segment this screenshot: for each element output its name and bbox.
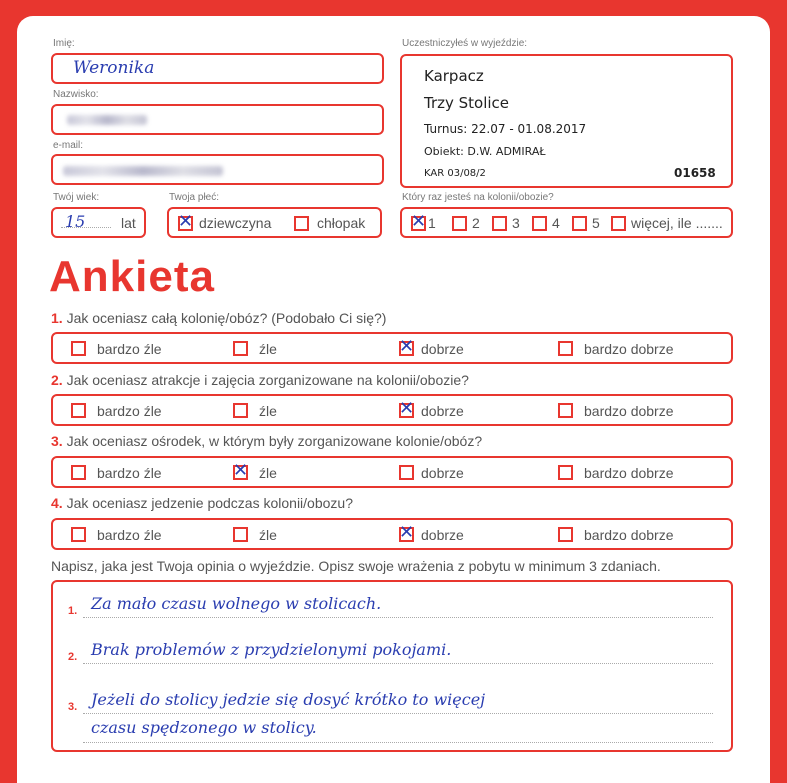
question-4: 4. Jak oceniasz jedzenie podczas kolonii/obozu? xyxy=(51,495,353,511)
trip-code: KAR 03/08/2 xyxy=(424,168,486,179)
opinion-line-number-2: 2. xyxy=(68,651,78,663)
q4-checkbox-bardzo-dobrze[interactable] xyxy=(558,527,573,542)
gender-checkbox-female[interactable] xyxy=(178,211,194,232)
email-field[interactable] xyxy=(51,154,384,185)
surname-field[interactable] xyxy=(51,104,384,135)
answer-row-2 xyxy=(51,394,733,426)
age-unit: lat xyxy=(121,215,136,231)
gender-option-male: chłopak xyxy=(317,215,366,231)
gender-checkbox-male[interactable] xyxy=(294,216,309,231)
q2-option-bardzo-dobrze: bardzo dobrze xyxy=(584,403,674,419)
q3-option-zle: źle xyxy=(259,465,277,481)
q1-option-bardzo-zle: bardzo źle xyxy=(97,341,162,357)
check-mark-icon: ✕ xyxy=(233,460,249,481)
answer-row-3 xyxy=(51,456,733,488)
q4-checkbox-dobrze[interactable] xyxy=(399,522,415,543)
age-value: 15 xyxy=(65,212,86,231)
q4-checkbox-zle[interactable] xyxy=(233,527,248,542)
page-title: Ankieta xyxy=(49,252,215,301)
opinion-line-1: Za mało czasu wolnego w stolicach. xyxy=(91,594,382,613)
trip-turn: Turnus: 22.07 - 01.08.2017 xyxy=(424,122,587,136)
q3-option-bardzo-dobrze: bardzo dobrze xyxy=(584,465,674,481)
answer-row-1 xyxy=(51,332,733,364)
opinion-line-2: Brak problemów z przydzielonymi pokojami. xyxy=(91,640,452,659)
first-name-value: Weronika xyxy=(73,58,155,78)
question-1: 1. Jak oceniasz całą kolonię/obóz? (Podobało Ci się?) xyxy=(51,310,387,326)
q3-checkbox-dobrze[interactable] xyxy=(399,465,414,480)
first-name-field[interactable] xyxy=(51,53,384,84)
trip-object: Obiekt: D.W. ADMIRAŁ xyxy=(424,145,546,158)
q3-option-dobrze: dobrze xyxy=(421,465,464,481)
q4-option-bardzo-zle: bardzo źle xyxy=(97,527,162,543)
q1-checkbox-bardzo-zle[interactable] xyxy=(71,341,86,356)
times-option-3: 3 xyxy=(512,215,520,231)
times-label: Który raz jesteś na kolonii/obozie? xyxy=(402,192,554,203)
times-option-4: 4 xyxy=(552,215,560,231)
q4-option-bardzo-dobrze: bardzo dobrze xyxy=(584,527,674,543)
trip-box xyxy=(400,54,733,188)
q4-option-dobrze: dobrze xyxy=(421,527,464,543)
opinion-box[interactable] xyxy=(51,580,733,752)
q1-option-dobrze: dobrze xyxy=(421,341,464,357)
q2-checkbox-zle[interactable] xyxy=(233,403,248,418)
trip-number: 01658 xyxy=(674,166,716,180)
email-redacted xyxy=(63,166,223,176)
q1-checkbox-bardzo-dobrze[interactable] xyxy=(558,341,573,356)
surname-redacted xyxy=(67,115,147,125)
q4-checkbox-bardzo-zle[interactable] xyxy=(71,527,86,542)
q2-option-zle: źle xyxy=(259,403,277,419)
answer-row-4 xyxy=(51,518,733,550)
times-checkbox-4[interactable] xyxy=(532,216,547,231)
q2-checkbox-bardzo-zle[interactable] xyxy=(71,403,86,418)
q3-checkbox-bardzo-zle[interactable] xyxy=(71,465,86,480)
times-option-1: 1 xyxy=(428,215,436,231)
times-option-more: więcej, ile ....... xyxy=(631,215,723,231)
times-field xyxy=(400,207,733,238)
times-checkbox-3[interactable] xyxy=(492,216,507,231)
q1-checkbox-zle[interactable] xyxy=(233,341,248,356)
q2-option-bardzo-zle: bardzo źle xyxy=(97,403,162,419)
trip-label: Uczestniczyłeś w wyjeździe: xyxy=(402,38,528,49)
q2-checkbox-dobrze[interactable] xyxy=(399,398,415,419)
opinion-line-number-1: 1. xyxy=(68,605,78,617)
times-checkbox-1[interactable] xyxy=(411,211,427,232)
email-label: e-mail: xyxy=(53,140,84,151)
question-3: 3. Jak oceniasz ośrodek, w którym były zorganizowane kolonie/obóz? xyxy=(51,433,483,449)
survey-sheet xyxy=(17,16,770,783)
times-checkbox-more[interactable] xyxy=(611,216,626,231)
check-mark-icon: ✕ xyxy=(399,336,415,357)
times-checkbox-2[interactable] xyxy=(452,216,467,231)
question-2: 2. Jak oceniasz atrakcje i zajęcia zorganizowane na kolonii/obozie? xyxy=(51,372,469,388)
gender-field xyxy=(167,207,382,238)
check-mark-icon: ✕ xyxy=(178,211,194,232)
opinion-line-number-3: 3. xyxy=(68,701,78,713)
opinion-line-3-cont: czasu spędzonego w stolicy. xyxy=(91,718,317,737)
q1-option-zle: źle xyxy=(259,341,277,357)
gender-option-female: dziewczyna xyxy=(199,215,272,231)
opinion-prompt: Napisz, jaka jest Twoja opinia o wyjeździe. Opisz swoje wrażenia z pobytu w minimum 3 zdaniach. xyxy=(51,558,661,574)
q4-option-zle: źle xyxy=(259,527,277,543)
trip-city: Karpacz xyxy=(424,67,484,85)
opinion-line-3: Jeżeli do stolicy jedzie się dosyć krótko to więcej xyxy=(91,690,486,709)
trip-name: Trzy Stolice xyxy=(424,94,510,112)
q3-checkbox-zle[interactable] xyxy=(233,460,249,481)
q2-checkbox-bardzo-dobrze[interactable] xyxy=(558,403,573,418)
q1-option-bardzo-dobrze: bardzo dobrze xyxy=(584,341,674,357)
first-name-label: Imię: xyxy=(53,38,75,49)
q3-checkbox-bardzo-dobrze[interactable] xyxy=(558,465,573,480)
q3-option-bardzo-zle: bardzo źle xyxy=(97,465,162,481)
age-label: Twój wiek: xyxy=(53,192,100,203)
surname-label: Nazwisko: xyxy=(53,89,99,100)
times-checkbox-5[interactable] xyxy=(572,216,587,231)
times-option-5: 5 xyxy=(592,215,600,231)
check-mark-icon: ✕ xyxy=(411,211,427,232)
gender-label: Twoja płeć: xyxy=(169,192,220,203)
check-mark-icon: ✕ xyxy=(399,398,415,419)
q1-checkbox-dobrze[interactable] xyxy=(399,336,415,357)
times-option-2: 2 xyxy=(472,215,480,231)
check-mark-icon: ✕ xyxy=(399,522,415,543)
q2-option-dobrze: dobrze xyxy=(421,403,464,419)
age-field[interactable] xyxy=(51,207,146,238)
